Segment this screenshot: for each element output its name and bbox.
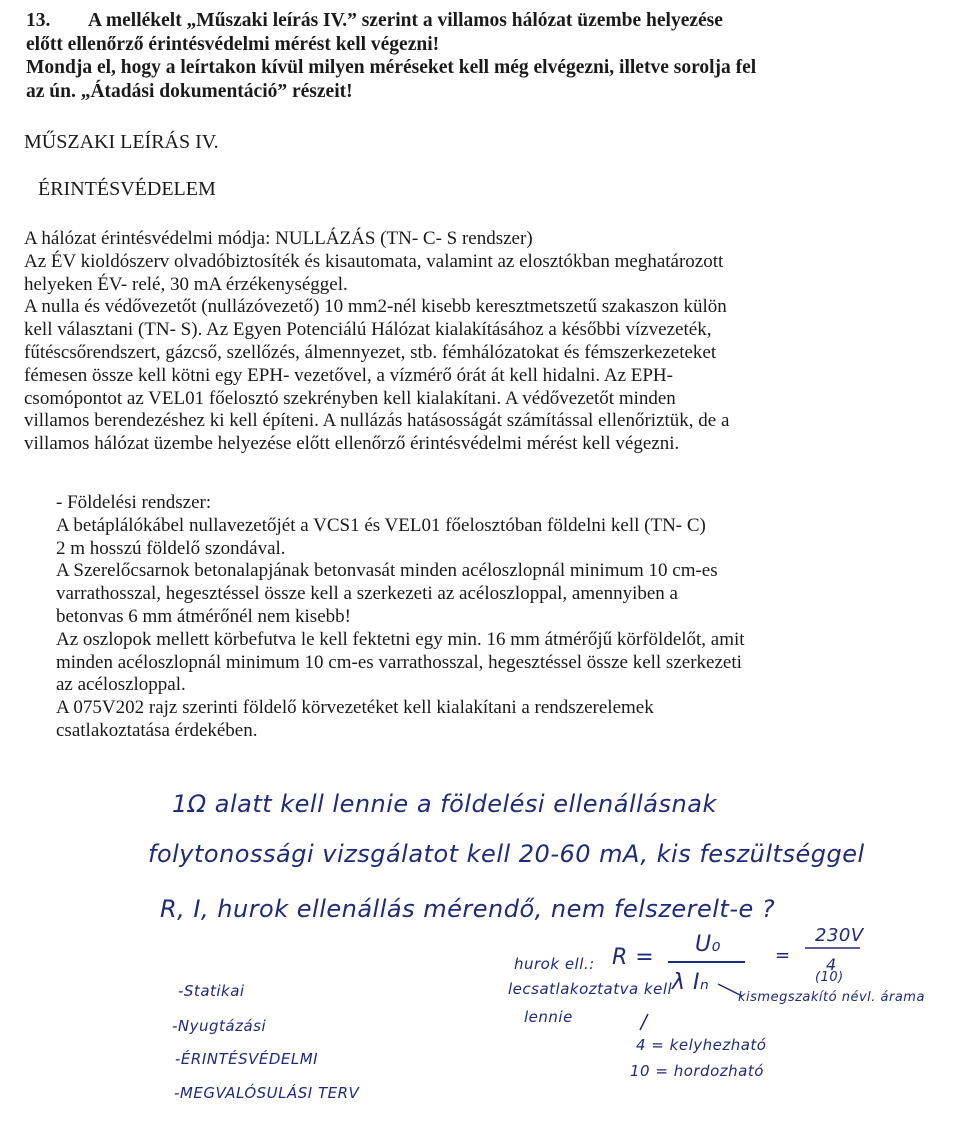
formula-note: kismegszakító névl. árama [738,990,925,1005]
grounding-line: A Szerelőcsarnok betonalapjának betonvasát minden acéloszlopnál minimum 10 cm-es [56,560,718,582]
formula-right-numerator: 230V [815,925,864,946]
formula-key: 4 = kelyhezható [636,1036,767,1054]
body-line: kell választani (TN- S). Az Egyen Potenciálú Hálózat kialakításához a későbbi vízvezeték, [24,319,712,341]
formula-lhs: R = [612,945,655,970]
handwritten-line-3: R, I, hurok ellenállás mérendő, nem felszerelt-e ? [160,895,776,923]
formula-key: 10 = hordozható [630,1062,764,1080]
grounding-line: A 075V202 rajz szerinti földelő körvezetéket kell kialakítani a rendszerelemek [56,697,654,719]
arrow-stroke [640,1014,648,1030]
body-line: Az ÉV kioldószerv olvadóbiztosíték és kisautomata, valamint az elosztókban meghatározott [24,250,724,272]
section-heading: ÉRINTÉSVÉDELEM [38,178,216,200]
grounding-line: - Földelési rendszer: [56,492,212,513]
formula-right-denominator: 4 [826,955,837,974]
question-line-3: Mondja el, hogy a leírtakon kívül milyen méréseket kell még elvégezni, illetve sorolja fel [26,57,757,78]
grounding-line: betonvas 6 mm átmérőnél nem kisebb! [56,605,351,627]
handwritten-note: hurok ell.: [514,955,595,973]
question-number: 13. [26,10,51,31]
body-line: csomópontot az VEL01 főelosztó szekrényben kell kialakítani. A védővezetőt minden [24,387,676,409]
question-line-4: az ún. „Átadási dokumentáció” részeit! [26,80,353,102]
handwritten-list-item: -Statikai [178,982,245,1000]
body-line: villamos hálózat üzembe helyezése előtt ellenőrző érintésvédelmi mérést kell végezni. [24,433,680,455]
formula-denominator: λ Iₙ [672,970,710,995]
arrow-stroke [718,984,742,996]
question-line-1: 13. A mellékelt „Műszaki leírás IV.” szerint a villamos hálózat üzembe helyezése [26,10,723,31]
body-line: A hálózat érintésvédelmi módja: NULLÁZÁS (TN- C- S rendszer) [24,228,533,249]
formula-equals: = [775,945,791,966]
grounding-line: minden acéloszlopnál minimum 10 cm-es varrathosszal, hegesztéssel össze kell szerkezeti [56,651,742,673]
document-heading: MŰSZAKI LEÍRÁS IV. [24,131,219,153]
handwritten-list-item: -MEGVALÓSULÁSI TERV [174,1084,360,1102]
handwritten-list-item: -ÉRINTÉSVÉDELMI [175,1050,319,1068]
grounding-line: az acéloszloppal. [56,674,186,696]
question-line-2: előtt ellenőrző érintésvédelmi mérést kell végezni! [26,33,440,55]
handwritten-list-item: -Nyugtázási [172,1017,267,1035]
formula-paren: (10) [815,970,844,985]
handwritten-line-2: folytonossági vizsgálatot kell 20-60 mA, kis feszültséggel [148,840,865,868]
body-line: fémesen össze kell kötni egy EPH- vezetővel, a vízmérő órát át kell hidalni. Az EPH- [24,364,673,386]
grounding-line: 2 m hosszú földelő szondával. [56,537,286,559]
body-line: villamos berendezéshez ki kell építeni. A nullázás hatásosságát számítással ellenőriztük, de a [24,410,730,432]
grounding-line: Az oszlopok mellett körbefutva le kell fektetni egy min. 16 mm átmérőjű körföldelőt, amit [56,628,745,650]
body-line: fűtéscsőrendszert, gázcső, szellőzés, álmennyezet, stb. fémhálózatokat és fémszerkezeteket [24,341,717,363]
body-line: A nulla és védővezetőt (nullázóvezető) 10 mm2-nél kisebb keresztmetszetű szakaszon külön [24,296,727,318]
grounding-line: A betáplálókábel nullavezetőjét a VCS1 és VEL01 főelosztóban földelni kell (TN- C) [56,514,706,536]
handwritten-note: lecsatlakoztatva kell [508,980,673,998]
grounding-line: varrathosszal, hegesztéssel össze kell a szerkezeti az acéloszloppal, amennyiben a [56,583,678,605]
body-line: helyeken ÉV- relé, 30 mA érzékenységgel. [24,273,348,295]
handwritten-note: lennie [524,1008,573,1026]
handwritten-line-1: 1Ω alatt kell lennie a földelési ellenállásnak [172,790,717,818]
formula-numerator: U₀ [695,932,721,957]
grounding-line: csatlakoztatása érdekében. [56,719,258,741]
